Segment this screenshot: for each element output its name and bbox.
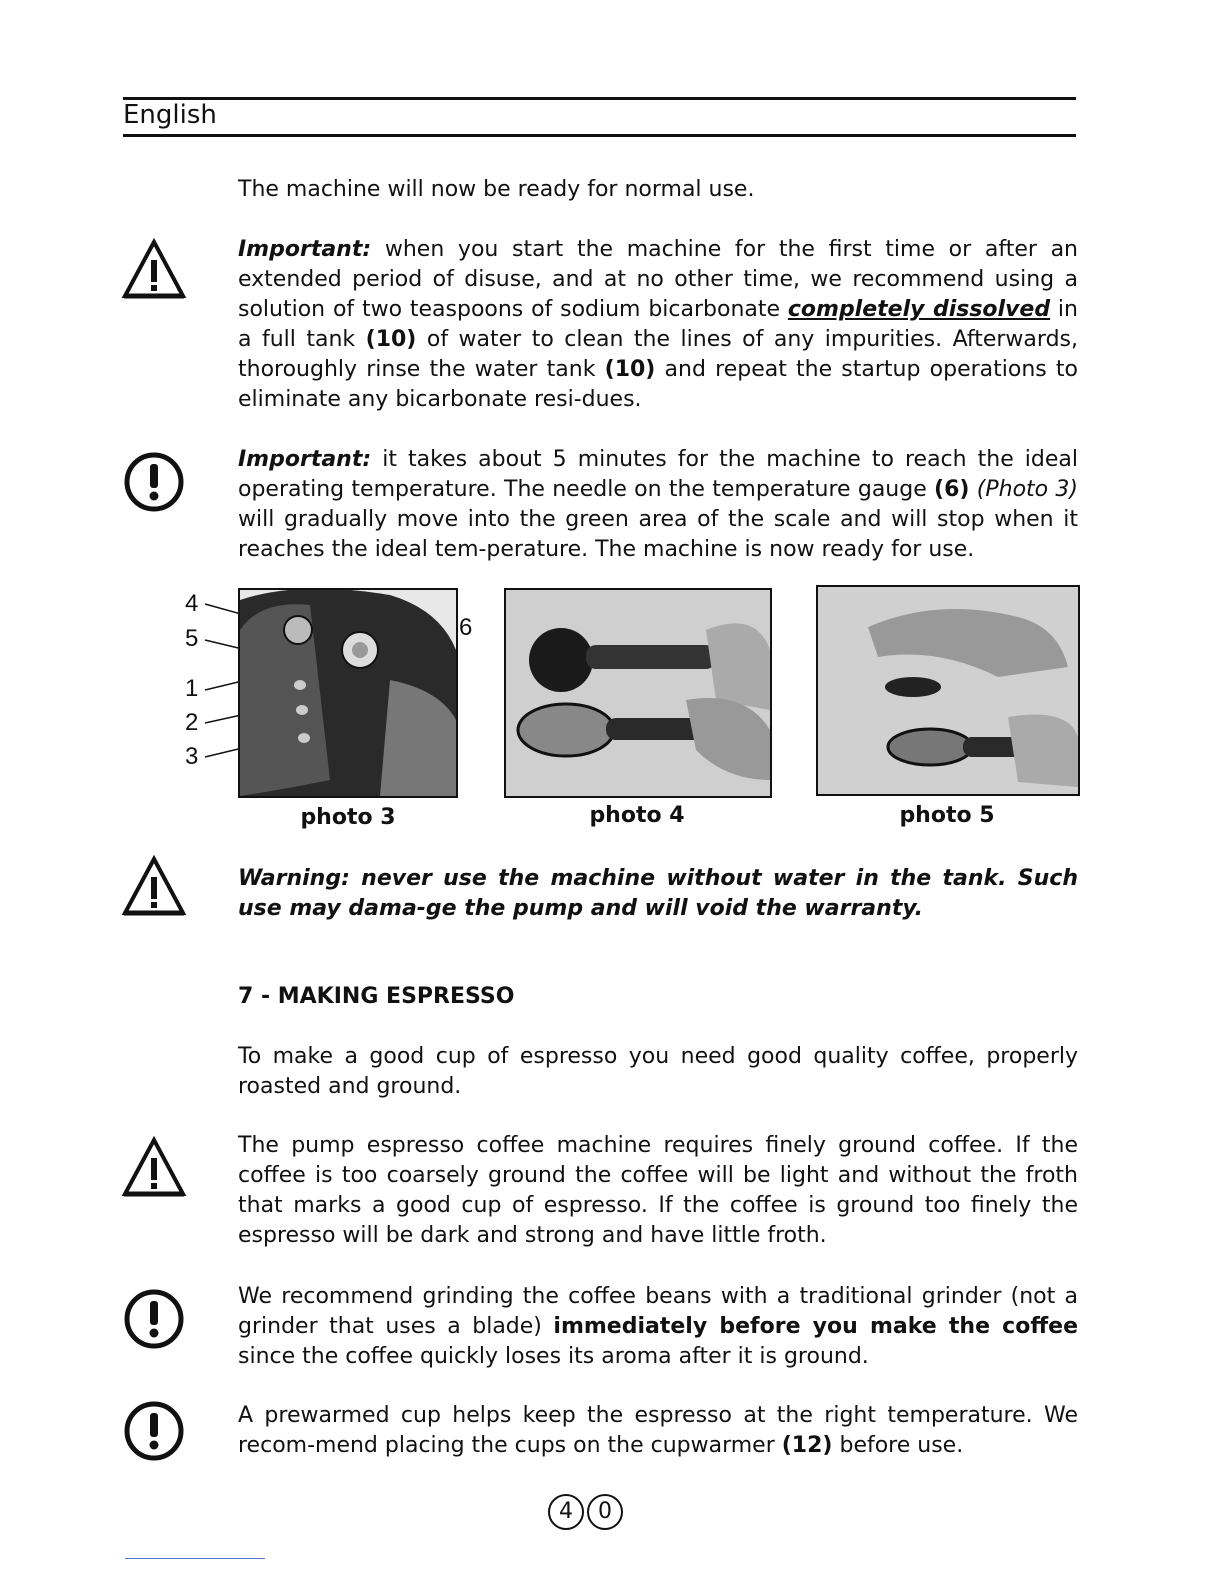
grind-paragraph: The pump espresso coffee machine requires finely ground coffee. If the coffee is too coarsely ground the coffee will be light and without the froth that marks a good cup of espresso. If the coffee is ground too finely the espresso will be dark and strong and have little froth. xyxy=(238,1133,1078,1248)
photo-3-caption: photo 3 xyxy=(300,805,396,830)
reference-6: (6) xyxy=(934,477,970,502)
header-top-rule xyxy=(123,97,1076,100)
important-label: Important: xyxy=(238,447,372,472)
callout-label: 1 xyxy=(185,675,199,702)
reference-12: (12) xyxy=(781,1433,833,1458)
photo-4-tamping xyxy=(504,588,772,798)
important-circle-icon xyxy=(121,1286,187,1352)
bold-emphasis: immediately before you make the coffee xyxy=(553,1314,1079,1339)
page-number-digit: 4 xyxy=(548,1494,584,1530)
text-span: since the coffee quickly loses its aroma after it is ground. xyxy=(238,1344,869,1369)
grinder-paragraph xyxy=(238,1282,1078,1372)
quality-paragraph: To make a good cup of espresso you need good quality coffee, properly roasted and ground. xyxy=(238,1044,1078,1099)
page-number xyxy=(548,1494,628,1534)
text-span: when you start the machine for the first time or after an extended period of disuse, and at no other time, we recommend using a solution of two teaspoons of sodium bicarbonate xyxy=(238,237,1078,322)
text-span: We recommend grinding the coffee beans with a traditional grinder (not a grinder that uses a blade) xyxy=(238,1284,1078,1339)
section-heading: 7 - MAKING ESPRESSO xyxy=(238,984,515,1009)
warning-paragraph: Warning: never use the machine without water in the tank. Such use may dama-ge the pump and will void the warranty. xyxy=(238,866,1078,921)
text-span: will gradually move into the green area of the scale and will stop when it reaches the ideal tem-perature. The machine is now ready for use. xyxy=(238,507,1078,562)
cup-paragraph xyxy=(238,1401,1078,1461)
warning-triangle-icon xyxy=(121,855,187,921)
text-span: before use. xyxy=(832,1433,964,1458)
completely-dissolved-emphasis: completely dissolved xyxy=(787,297,1051,322)
photo-5-filling xyxy=(816,585,1080,796)
callout-label: 2 xyxy=(185,709,199,736)
warning-triangle-icon xyxy=(121,1136,187,1202)
important-first-use-paragraph xyxy=(238,235,1078,415)
header-language: English xyxy=(123,100,217,130)
reference-10: (10) xyxy=(365,327,417,352)
page-number-digit: 0 xyxy=(587,1494,623,1530)
text-span: A prewarmed cup helps keep the espresso at the right temperature. We recom-mend placing the cups on the cupwarmer xyxy=(238,1403,1078,1458)
important-circle-icon xyxy=(121,1398,187,1464)
callout-label: 4 xyxy=(185,590,199,617)
text-span: it takes about 5 minutes for the machine to reach the ideal operating temperature. The needle on the temperature gauge xyxy=(238,447,1078,502)
photo-4-caption: photo 4 xyxy=(589,803,685,828)
photo-reference: (Photo 3) xyxy=(969,477,1078,502)
important-temperature-paragraph xyxy=(238,445,1078,565)
footer-link-underline xyxy=(125,1558,265,1559)
callout-label: 6 xyxy=(459,614,473,641)
photo-3-machine-panel xyxy=(238,588,458,798)
ready-paragraph: The machine will now be ready for normal use. xyxy=(238,177,755,202)
reference-10: (10) xyxy=(604,357,656,382)
warning-triangle-icon xyxy=(121,238,187,304)
important-circle-icon xyxy=(121,449,187,515)
callout-label: 3 xyxy=(185,743,199,770)
callout-label: 5 xyxy=(185,625,199,652)
text-span: in a full tank xyxy=(238,297,1078,352)
photo-5-caption: photo 5 xyxy=(899,803,995,828)
text-span: and repeat the startup operations to eliminate any bicarbonate resi-dues. xyxy=(238,357,1078,412)
important-label: Important: xyxy=(238,237,372,262)
header-bottom-rule xyxy=(123,134,1076,137)
text-span: of water to clean the lines of any impurities. Afterwards, thoroughly rinse the water tank xyxy=(238,327,1078,382)
